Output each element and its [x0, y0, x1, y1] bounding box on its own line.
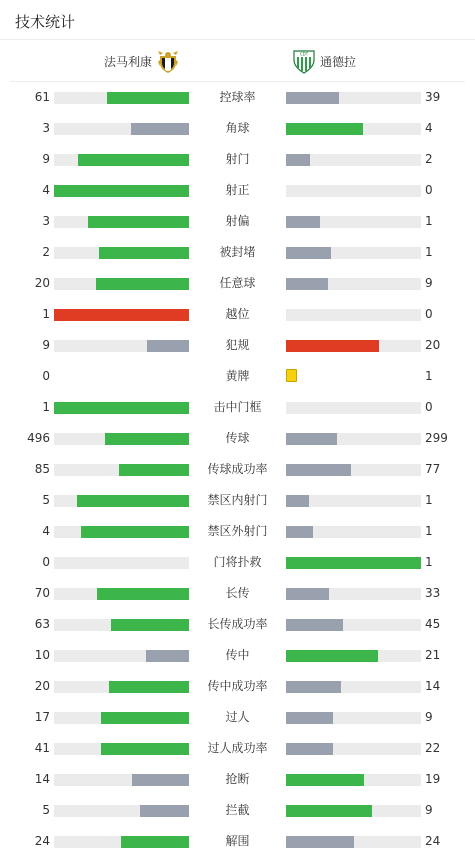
stat-label: 传中成功率	[207, 679, 268, 693]
away-bar-track	[286, 743, 421, 755]
home-bar-fill	[101, 743, 189, 755]
home-value: 4	[42, 183, 50, 197]
home-bar-track	[54, 433, 189, 445]
home-bar-fill	[88, 216, 189, 228]
stat-row	[0, 733, 475, 764]
away-bar-track	[286, 588, 421, 600]
home-bar-track	[54, 185, 189, 197]
away-bar-fill	[286, 92, 339, 104]
home-value: 24	[34, 834, 50, 848]
stat-label: 射正	[225, 183, 250, 197]
home-value: 14	[34, 772, 50, 786]
away-bar-track	[286, 836, 421, 848]
home-value: 9	[42, 338, 50, 352]
away-bar-track	[286, 123, 421, 135]
stats-list	[0, 82, 475, 857]
stat-row	[0, 764, 475, 795]
away-value: 1	[425, 369, 433, 383]
stat-label: 传球成功率	[207, 462, 268, 476]
svg-text:CDT: CDT	[299, 51, 309, 57]
stat-row	[0, 144, 475, 175]
home-value: 20	[34, 679, 50, 693]
home-bar-track	[54, 836, 189, 848]
stat-row	[0, 485, 475, 516]
away-bar-track	[286, 309, 421, 321]
stat-label: 黄牌	[225, 369, 250, 383]
stat-row	[0, 547, 475, 578]
away-value: 22	[425, 741, 441, 755]
away-value: 1	[425, 214, 433, 228]
home-bar-fill	[140, 805, 189, 817]
home-bar-track	[54, 743, 189, 755]
home-value: 9	[42, 152, 50, 166]
home-value: 0	[42, 369, 50, 383]
away-value: 4	[425, 121, 433, 135]
away-value: 299	[425, 431, 448, 445]
home-value: 70	[34, 586, 50, 600]
away-bar-track	[286, 805, 421, 817]
home-team-crest-icon	[155, 48, 181, 74]
home-bar-track	[54, 650, 189, 662]
away-bar-fill	[286, 681, 341, 693]
stat-row	[0, 237, 475, 268]
away-value: 1	[425, 245, 433, 259]
home-value: 17	[34, 710, 50, 724]
stat-label: 解围	[225, 834, 250, 848]
stat-row	[0, 330, 475, 361]
stat-label: 拦截	[225, 803, 250, 817]
home-value: 1	[42, 307, 50, 321]
away-value: 2	[425, 152, 433, 166]
away-bar-track	[286, 340, 421, 352]
page-title: 技术统计	[15, 13, 76, 31]
header	[0, 0, 475, 40]
home-bar-fill	[97, 588, 189, 600]
away-bar-fill	[286, 526, 313, 538]
home-bar-track	[54, 309, 189, 321]
stat-row	[0, 826, 475, 857]
away-bar-track	[286, 402, 421, 414]
home-bar-track	[54, 123, 189, 135]
stat-label: 禁区内射门	[207, 493, 268, 507]
home-bar-track	[54, 371, 189, 383]
away-value: 1	[425, 493, 433, 507]
home-bar-fill	[132, 774, 189, 786]
home-bar-fill	[131, 123, 189, 135]
home-value: 1	[42, 400, 50, 414]
home-value: 10	[34, 648, 50, 662]
away-value: 33	[425, 586, 441, 600]
home-bar-fill	[111, 619, 189, 631]
away-bar-track	[286, 154, 421, 166]
away-bar-fill	[286, 464, 351, 476]
home-bar-fill	[54, 185, 189, 197]
away-value: 21	[425, 648, 441, 662]
stat-row	[0, 516, 475, 547]
away-bar-fill	[286, 650, 378, 662]
home-value: 5	[42, 803, 50, 817]
stat-row	[0, 361, 475, 392]
away-value: 9	[425, 803, 433, 817]
away-bar-fill	[286, 743, 333, 755]
stat-label: 击中门框	[213, 400, 262, 414]
away-bar-fill	[286, 433, 337, 445]
away-value: 0	[425, 307, 433, 321]
home-bar-fill	[77, 495, 189, 507]
away-bar-track	[286, 619, 421, 631]
home-bar-track	[54, 464, 189, 476]
home-value: 63	[34, 617, 50, 631]
stat-row	[0, 299, 475, 330]
stat-row	[0, 206, 475, 237]
home-bar-fill	[101, 712, 189, 724]
home-bar-track	[54, 340, 189, 352]
away-bar-track	[286, 774, 421, 786]
home-value: 0	[42, 555, 50, 569]
home-value: 4	[42, 524, 50, 538]
home-team-name: 法马利康	[103, 54, 152, 69]
stat-row	[0, 175, 475, 206]
away-bar-fill	[286, 836, 354, 848]
home-bar-track	[54, 712, 189, 724]
home-value: 496	[27, 431, 50, 445]
away-value: 39	[425, 90, 441, 104]
away-bar-track	[286, 92, 421, 104]
home-value: 2	[42, 245, 50, 259]
away-bar-fill	[286, 154, 310, 166]
away-value: 0	[425, 400, 433, 414]
away-bar-fill	[286, 774, 364, 786]
stat-label: 角球	[225, 121, 250, 135]
stat-row	[0, 578, 475, 609]
home-bar-fill	[96, 278, 189, 290]
stat-label: 过人成功率	[207, 741, 268, 755]
away-value: 1	[425, 555, 433, 569]
away-bar-fill	[286, 340, 379, 352]
away-value: 20	[425, 338, 441, 352]
stat-label: 射门	[225, 152, 250, 166]
home-value: 61	[34, 90, 50, 104]
home-bar-fill	[54, 402, 189, 414]
home-bar-fill	[99, 247, 189, 259]
away-bar-track	[286, 650, 421, 662]
stat-label: 过人	[225, 710, 250, 724]
home-bar-track	[54, 278, 189, 290]
away-bar-fill	[286, 247, 331, 259]
home-bar-fill	[78, 154, 189, 166]
home-bar-track	[54, 588, 189, 600]
away-bar-track	[286, 681, 421, 693]
stat-label: 传中	[225, 648, 250, 662]
stat-row	[0, 671, 475, 702]
away-bar-track	[286, 557, 421, 569]
stat-row	[0, 795, 475, 826]
away-value: 45	[425, 617, 441, 631]
teams-header	[10, 40, 465, 82]
away-team-name: 通德拉	[320, 54, 357, 69]
home-bar-track	[54, 805, 189, 817]
away-bar-fill	[286, 278, 328, 290]
stat-row	[0, 702, 475, 733]
away-bar-track	[286, 712, 421, 724]
home-bar-fill	[121, 836, 189, 848]
away-bar-fill	[286, 712, 333, 724]
home-bar-track	[54, 526, 189, 538]
away-value: 9	[425, 710, 433, 724]
away-bar-track	[286, 216, 421, 228]
away-bar-fill	[286, 216, 320, 228]
away-bar-track	[286, 185, 421, 197]
stat-row	[0, 609, 475, 640]
away-team[interactable]	[291, 48, 356, 74]
stat-label: 长传成功率	[207, 617, 268, 631]
yellow-card-icon	[286, 369, 297, 382]
home-value: 20	[34, 276, 50, 290]
stat-row	[0, 423, 475, 454]
home-bar-fill	[81, 526, 189, 538]
stat-label: 禁区外射门	[207, 524, 268, 538]
away-value: 77	[425, 462, 441, 476]
home-bar-fill	[109, 681, 189, 693]
stat-row	[0, 392, 475, 423]
home-bar-fill	[105, 433, 189, 445]
away-value: 9	[425, 276, 433, 290]
stat-row	[0, 454, 475, 485]
away-bar-fill	[286, 805, 372, 817]
stat-label: 传球	[225, 431, 250, 445]
home-bar-track	[54, 247, 189, 259]
home-bar-track	[54, 681, 189, 693]
home-bar-fill	[119, 464, 189, 476]
stat-row	[0, 82, 475, 113]
home-value: 5	[42, 493, 50, 507]
away-bar-fill	[286, 123, 363, 135]
stat-row	[0, 268, 475, 299]
home-bar-track	[54, 557, 189, 569]
home-value: 41	[34, 741, 50, 755]
home-value: 3	[42, 214, 50, 228]
away-bar-track	[286, 464, 421, 476]
away-value: 0	[425, 183, 433, 197]
away-value: 19	[425, 772, 441, 786]
stat-label: 射偏	[225, 214, 250, 228]
away-value: 24	[425, 834, 441, 848]
away-value: 14	[425, 679, 441, 693]
home-bar-track	[54, 92, 189, 104]
away-bar-track	[286, 495, 421, 507]
stat-row	[0, 640, 475, 671]
stat-label: 长传	[225, 586, 250, 600]
away-bar-track	[286, 526, 421, 538]
home-bar-track	[54, 774, 189, 786]
away-bar-track	[286, 433, 421, 445]
home-value: 85	[34, 462, 50, 476]
home-bar-track	[54, 154, 189, 166]
stat-row	[0, 113, 475, 144]
stat-label: 犯规	[225, 338, 250, 352]
home-team[interactable]	[104, 48, 181, 74]
stat-label: 控球率	[219, 90, 256, 104]
away-team-crest-icon	[291, 48, 317, 74]
away-bar-fill	[286, 557, 421, 569]
away-bar-fill	[286, 619, 343, 631]
home-bar-track	[54, 216, 189, 228]
home-bar-fill	[107, 92, 189, 104]
home-bar-track	[54, 402, 189, 414]
home-bar-track	[54, 495, 189, 507]
away-bar-fill	[286, 588, 329, 600]
away-value: 1	[425, 524, 433, 538]
stat-label: 门将扑救	[213, 555, 262, 569]
away-bar-track	[286, 247, 421, 259]
home-bar-fill	[146, 650, 189, 662]
away-bar-fill	[286, 495, 309, 507]
stat-label: 抢断	[225, 772, 250, 786]
stat-label: 任意球	[219, 276, 256, 290]
away-bar-track	[286, 278, 421, 290]
home-bar-fill	[54, 309, 189, 321]
stat-label: 越位	[225, 307, 250, 321]
home-value: 3	[42, 121, 50, 135]
stat-label: 被封堵	[219, 245, 256, 259]
home-bar-fill	[147, 340, 189, 352]
home-bar-track	[54, 619, 189, 631]
